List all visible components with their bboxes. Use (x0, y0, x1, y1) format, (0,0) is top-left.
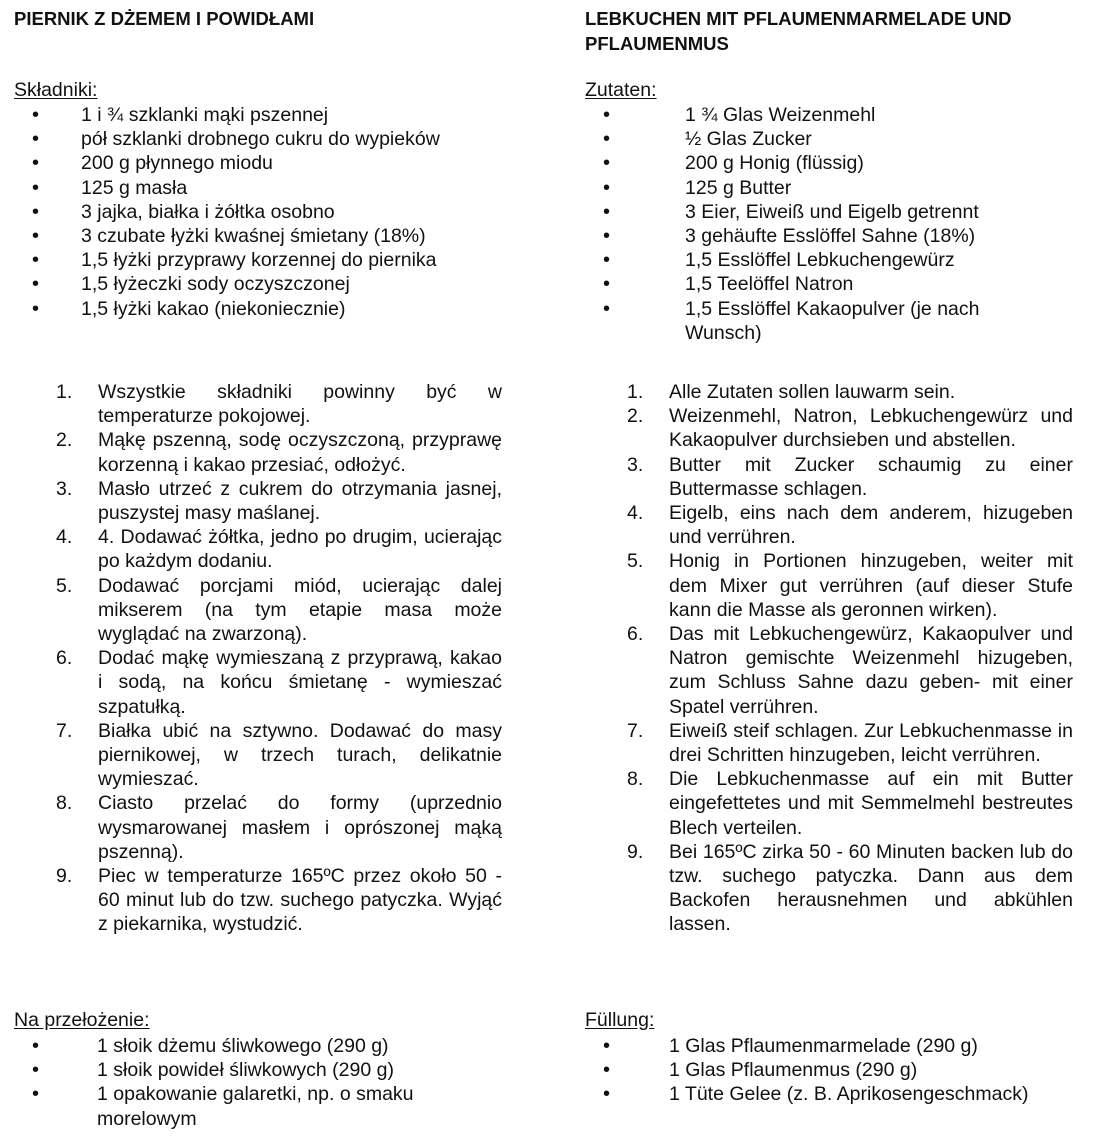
step-text: Bei 165ºC zirka 50 - 60 Minuten backen lub do tzw. suchego patyczka. Dann aus dem Backofen herausnehmen und abkühlen lassen. (669, 840, 1073, 936)
polish-filling-item: • 1 słoik dżemu śliwkowego (290 g) (14, 1034, 442, 1058)
german-filling-item: • 1 Tüte Gelee (z. B. Aprikosengeschmack) (585, 1082, 1069, 1106)
german-steps-list (585, 380, 1073, 937)
polish-ingredient-item: • 3 jajka, białka i żółtka osobno (14, 200, 501, 224)
step-number: 4. (56, 526, 73, 549)
step-text: Eiweiß steif schlagen. Zur Lebkuchenmasse in drei Schritten hinzugeben, leicht verrühren. (669, 719, 1073, 767)
polish-ingredient-item: • 1,5 łyżki kakao (niekoniecznie) (14, 297, 501, 321)
step-number: 6. (627, 623, 644, 646)
german-ingredient-item: • 3 Eier, Eiweiß und Eigelb getrennt (585, 200, 1005, 224)
step-number: 6. (56, 647, 73, 670)
step-number: 3. (627, 453, 644, 476)
polish-filling-item: • 1 słoik powideł śliwkowych (290 g) (14, 1058, 442, 1082)
step-text: Białka ubić na sztywno. Dodawać do masy piernikowej, w trzech turach, delikatnie wymieszać. (98, 719, 502, 791)
german-step (585, 840, 1073, 937)
step-number: 4. (627, 502, 644, 525)
german-step (585, 453, 1073, 501)
polish-recipe-title: PIERNIK Z DŻEMEM I POWIDŁAMI (14, 8, 315, 29)
german-filling-list (585, 1034, 1069, 1107)
polish-step (14, 719, 502, 792)
german-step (585, 622, 1073, 719)
german-filling-item: • 1 Glas Pflaumenmus (290 g) (585, 1058, 1069, 1082)
german-step (585, 380, 1073, 404)
polish-filling-list (14, 1034, 442, 1131)
polish-step (14, 477, 502, 525)
polish-step (14, 864, 502, 937)
german-step (585, 549, 1073, 622)
german-ingredient-item: • 1,5 Esslöffel Lebkuchengewürz (585, 248, 1005, 272)
german-ingredient-item: • 3 gehäufte Esslöffel Sahne (18%) (585, 224, 1005, 248)
step-text: Dodać mąkę wymieszaną z przyprawą, kakao i sodą, na końcu śmietanę - wymieszać szpatułką. (98, 647, 502, 718)
step-text: 4. Dodawać żółtka, jedno po drugim, ucierając po każdym dodaniu. (98, 526, 502, 573)
step-number: 2. (627, 405, 644, 428)
german-step (585, 719, 1073, 767)
german-ingredient-item: • 200 g Honig (flüssig) (585, 151, 1005, 175)
step-number: 1. (56, 381, 73, 403)
step-number: 8. (56, 792, 73, 815)
german-ingredient-item: • 1,5 Esslöffel Kakaopulver (je nach Wunsch) (585, 297, 1005, 345)
polish-step (14, 428, 502, 476)
polish-filling-heading: Na przełożenie: (14, 1009, 150, 1031)
step-number: 5. (56, 574, 73, 597)
german-step (585, 404, 1073, 452)
step-text: Das mit Lebkuchengewürz, Kakaopulver und Natron gemischte Weizenmehl hizugeben, zum Schluss Sahne dazu geben- mit einer Spatel verrühren. (669, 623, 1073, 718)
polish-ingredient-item: • 200 g płynnego miodu (14, 151, 501, 175)
polish-steps-list (14, 380, 502, 937)
german-ingredient-item: • ½ Glas Zucker (585, 127, 1005, 151)
polish-ingredient-item: • 1,5 łyżeczki sody oczyszczonej (14, 272, 501, 296)
step-text: Alle Zutaten sollen lauwarm sein. (669, 381, 956, 403)
polish-step (14, 380, 502, 428)
polish-ingredient-item: • 125 g masła (14, 176, 501, 200)
german-ingredients-list (585, 103, 1005, 345)
step-text: Masło utrzeć z cukrem do otrzymania jasnej, puszystej masy maślanej. (98, 477, 502, 525)
step-number: 3. (56, 477, 73, 500)
polish-filling-item: • 1 opakowanie galaretki, np. o smaku morelowym (14, 1082, 442, 1130)
german-filling-item: • 1 Glas Pflaumenmarmelade (290 g) (585, 1034, 1069, 1058)
step-number: 1. (627, 381, 644, 403)
german-recipe-title: LEBKUCHEN MIT PFLAUMENMARMELADE UND PFLAUMENMUS (585, 8, 1012, 54)
step-number: 5. (627, 550, 644, 573)
step-text: Die Lebkuchenmasse auf ein mit Butter eingefettetes und mit Semmelmehl bestreutes Blech verteilen. (669, 768, 1073, 839)
step-number: 9. (56, 865, 73, 888)
step-text: Butter mit Zucker schaumig zu einer Buttermasse schlagen. (669, 453, 1073, 500)
step-number: 2. (56, 429, 73, 452)
step-text: Weizenmehl, Natron, Lebkuchengewürz und Kakaopulver durchsieben und abstellen. (669, 405, 1073, 452)
step-text: Wszystkie składniki powinny być w temperaturze pokojowej. (98, 381, 502, 428)
step-text: Ciasto przelać do formy (uprzednio wysmarowanej masłem i oprószonej mąką pszenną). (98, 792, 502, 863)
step-number: 7. (56, 719, 73, 742)
polish-step (14, 791, 502, 864)
polish-step (14, 646, 502, 719)
german-ingredient-item: • 125 g Butter (585, 176, 1005, 200)
german-ingredient-item: • 1,5 Teelöffel Natron (585, 272, 1005, 296)
polish-ingredient-item: • 1,5 łyżki przyprawy korzennej do piernika (14, 248, 501, 272)
german-filling-heading: Füllung: (585, 1009, 655, 1031)
german-step (585, 501, 1073, 549)
polish-ingredients-heading: Składniki: (14, 79, 98, 101)
polish-step (14, 574, 502, 647)
polish-ingredients-list (14, 103, 501, 321)
step-number: 7. (627, 719, 644, 742)
german-ingredient-item: • 1 ¾ Glas Weizenmehl (585, 103, 1005, 127)
polish-ingredient-item: • pół szklanki drobnego cukru do wypieków (14, 127, 501, 151)
step-text: Eigelb, eins nach dem anderem, hizugeben und verrühren. (669, 502, 1073, 549)
polish-step (14, 525, 502, 573)
german-ingredients-heading: Zutaten: (585, 79, 657, 101)
polish-ingredient-item: • 1 i ¾ szklanki mąki pszennej (14, 103, 501, 127)
step-number: 9. (627, 840, 644, 863)
step-number: 8. (627, 768, 644, 791)
step-text: Mąkę pszenną, sodę oczyszczoną, przyprawę korzenną i kakao przesiać, odłożyć. (98, 429, 502, 476)
step-text: Piec w temperaturze 165ºC przez około 50 - 60 minut lub do tzw. suchego patyczka. Wyjąć z piekarnika, wystudzić. (98, 865, 502, 936)
german-step (585, 767, 1073, 840)
step-text: Dodawać porcjami miód, ucierając dalej mikserem (na tym etapie masa może wyglądać na zwarzoną). (98, 574, 502, 646)
polish-ingredient-item: • 3 czubate łyżki kwaśnej śmietany (18%) (14, 224, 501, 248)
step-text: Honig in Portionen hinzugeben, weiter mit dem Mixer gut verrühren (auf dieser Stufe kann die Masse als geronnen wirken). (669, 550, 1073, 621)
